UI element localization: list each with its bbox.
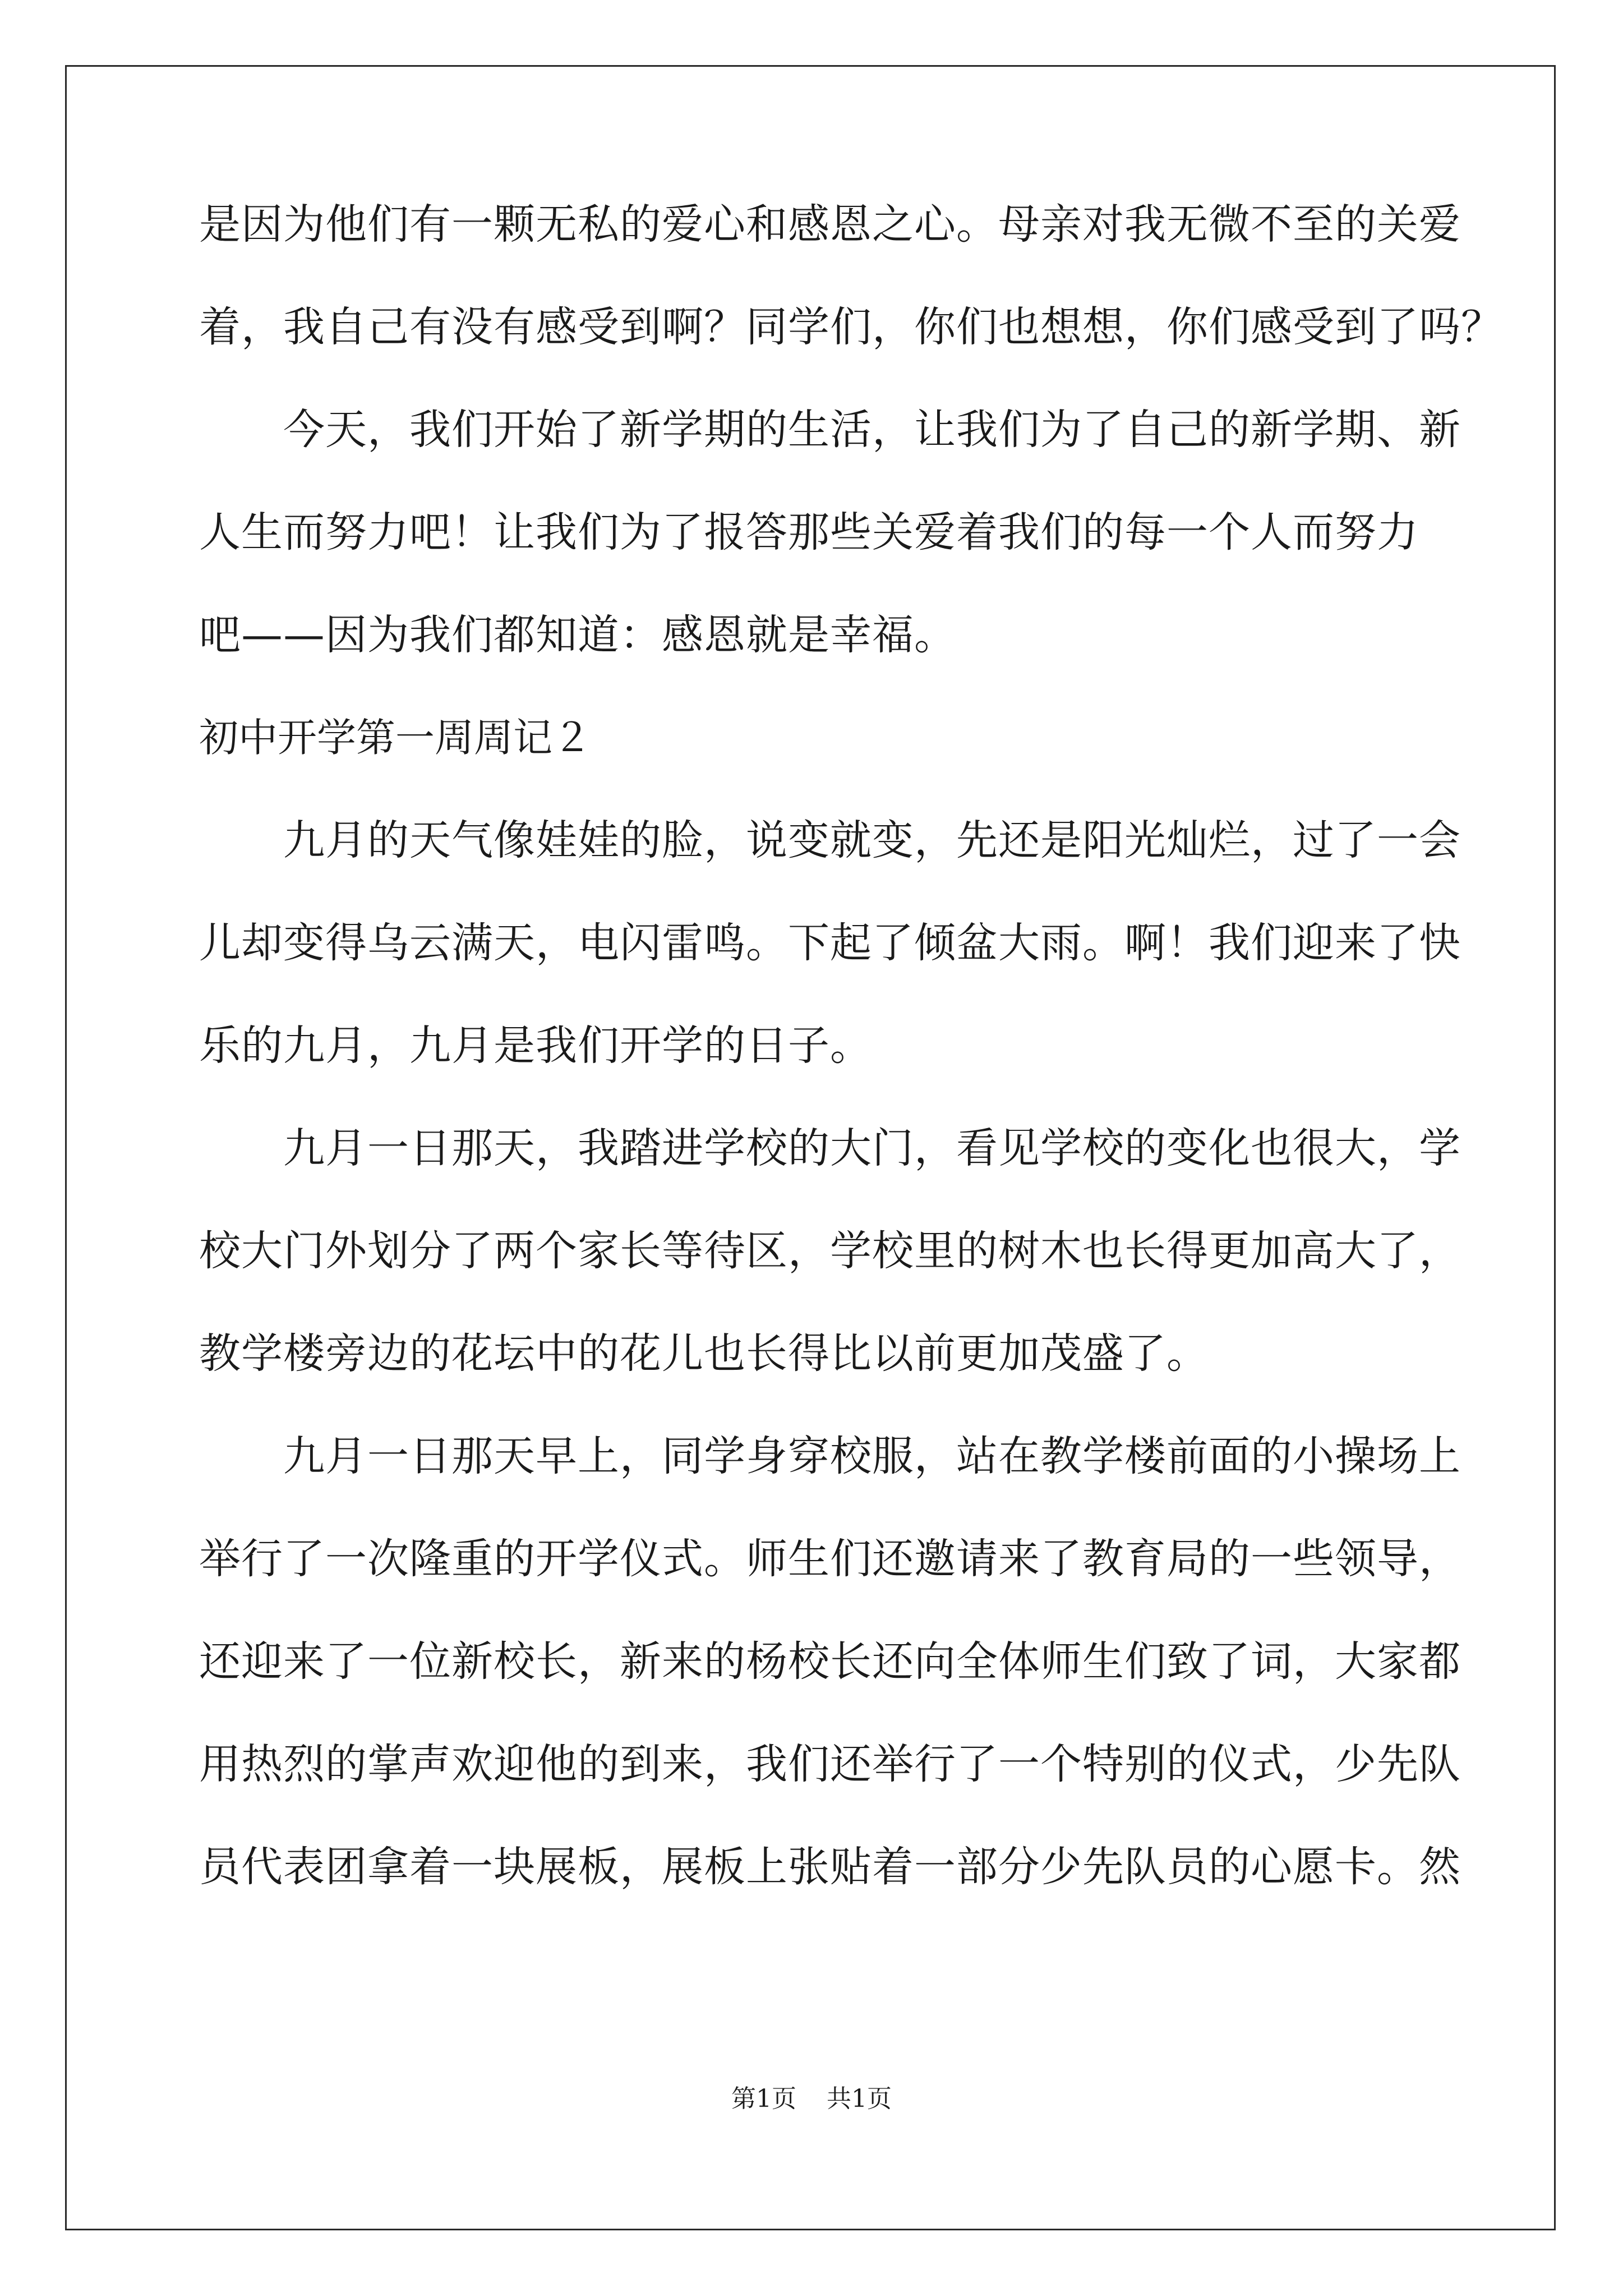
paragraph-line: 着，我自己有没有感受到啊？同学们，你们也想想，你们感受到了吗？ [199, 303, 1503, 351]
paragraph-line: 九月的天气像娃娃的脸，说变就变，先还是阳光灿烂，过了一会 [283, 816, 1461, 864]
paragraph-line: 教学楼旁边的花坛中的花儿也长得比以前更加茂盛了。 [199, 1329, 1209, 1378]
paragraph-line: 九月一日那天早上，同学身穿校服，站在教学楼前面的小操场上 [283, 1432, 1461, 1480]
section-heading: 初中开学第一周周记２ [199, 715, 592, 761]
paragraph-line: 举行了一次隆重的开学仪式。师生们还邀请来了教育局的一些领导， [199, 1535, 1461, 1583]
page-number: 第1页 [731, 2085, 796, 2113]
page-footer [0, 2078, 1623, 2114]
paragraph-line: 员代表团拿着一块展板，展板上张贴着一部分少先队员的心愿卡。然 [199, 1843, 1461, 1891]
paragraph-line: 今天，我们开始了新学期的生活，让我们为了自己的新学期、新 [283, 406, 1461, 454]
paragraph-line: 用热烈的掌声欢迎他的到来，我们还举行了一个特别的仪式，少先队 [199, 1740, 1461, 1788]
paragraph-line: 九月一日那天，我踏进学校的大门，看见学校的变化也很大，学 [283, 1124, 1461, 1172]
paragraph-line: 是因为他们有一颗无私的爱心和感恩之心。母亲对我无微不至的关爱 [199, 200, 1461, 249]
paragraph-line: 校大门外划分了两个家长等待区，学校里的树木也长得更加高大了， [199, 1227, 1461, 1275]
paragraph-line: 还迎来了一位新校长，新来的杨校长还向全体师生们致了词，大家都 [199, 1637, 1461, 1686]
paragraph-line: 乐的九月，九月是我们开学的日子。 [199, 1022, 872, 1070]
paragraph-line: 吧——因为我们都知道：感恩就是幸福。 [199, 611, 956, 659]
paragraph-line: 人生而努力吧！让我们为了报答那些关爱着我们的每一个人而努力 [199, 508, 1419, 556]
page-total: 共1页 [827, 2085, 892, 2113]
paragraph-line: 儿却变得乌云满天，电闪雷鸣。下起了倾盆大雨。啊！我们迎来了快 [199, 919, 1461, 967]
